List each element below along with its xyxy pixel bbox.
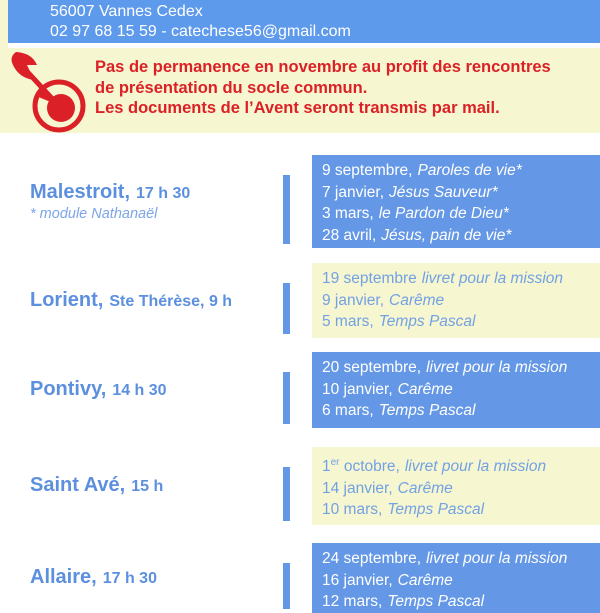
separator-bar bbox=[283, 467, 290, 521]
session-line bbox=[322, 268, 592, 290]
session-topic: Jésus Sauveur* bbox=[389, 183, 498, 201]
dates-box bbox=[312, 352, 600, 428]
dates-box bbox=[312, 543, 600, 613]
session-topic: Carême bbox=[397, 571, 453, 589]
session-topic: Temps Pascal bbox=[378, 402, 476, 419]
session-time: 14 h 30 bbox=[112, 382, 167, 399]
separator-bar bbox=[283, 372, 290, 424]
session-topic: livret pour la mission bbox=[421, 270, 564, 287]
notice-line: de présentation du socle commun. bbox=[95, 78, 368, 97]
schedule-row-saint-ave bbox=[0, 447, 600, 525]
session-line bbox=[322, 311, 592, 333]
module-note: * module Nathanaël bbox=[30, 205, 158, 222]
session-line bbox=[322, 570, 592, 592]
session-date: 14 janvier, bbox=[322, 479, 393, 497]
session-date: 24 septembre, bbox=[322, 550, 422, 567]
session-line bbox=[322, 379, 592, 401]
session-time: 17 h 30 bbox=[102, 570, 157, 587]
session-line bbox=[322, 478, 592, 500]
session-date: 28 avril, bbox=[322, 226, 377, 244]
session-date: 3 mars, bbox=[322, 205, 374, 222]
session-line bbox=[322, 290, 592, 312]
session-date: 9 janvier, bbox=[322, 291, 385, 309]
location-title bbox=[30, 378, 280, 402]
dates-box bbox=[312, 447, 600, 525]
schedule-row-malestroit bbox=[0, 155, 600, 248]
session-date: 12 mars, bbox=[322, 593, 383, 610]
session-date: 10 mars, bbox=[322, 501, 383, 519]
session-topic: livret pour la mission bbox=[426, 550, 568, 567]
session-topic: livret pour la mission bbox=[404, 458, 547, 476]
location-label bbox=[30, 352, 280, 428]
city-name: Malestroit, bbox=[30, 180, 131, 203]
session-line bbox=[322, 548, 592, 570]
session-date: 10 janvier, bbox=[322, 380, 393, 398]
location-title bbox=[30, 181, 280, 205]
session-line bbox=[322, 357, 592, 379]
session-date: 7 janvier, bbox=[322, 183, 385, 201]
city-name: Lorient, bbox=[30, 288, 104, 311]
notice-line: Pas de permanence en novembre au profit des rencontres bbox=[95, 58, 551, 76]
session-line bbox=[322, 591, 592, 613]
session-line bbox=[322, 400, 592, 422]
schedule-row-lorient bbox=[0, 263, 600, 338]
session-topic: Paroles de vie* bbox=[417, 162, 522, 179]
schedule-row-pontivy bbox=[0, 352, 600, 428]
separator-bar bbox=[283, 175, 290, 244]
location-label bbox=[30, 155, 280, 248]
session-date: 20 septembre, bbox=[322, 359, 422, 376]
session-topic: Carême bbox=[397, 380, 453, 398]
session-topic: le Pardon de Dieu* bbox=[378, 205, 509, 222]
session-topic: Temps Pascal bbox=[378, 313, 476, 330]
date-ordinal-suffix: er bbox=[330, 457, 340, 468]
city-name: Pontivy, bbox=[30, 378, 107, 400]
location-label bbox=[30, 263, 280, 338]
session-date: 16 janvier, bbox=[322, 571, 393, 589]
session-topic: Carême bbox=[389, 291, 445, 309]
session-time: Ste Thérèse, 9 h bbox=[109, 292, 233, 310]
session-topic: Temps Pascal bbox=[387, 501, 485, 519]
contact-line: 02 97 68 15 59 - catechese56@gmail.com bbox=[50, 23, 351, 40]
city-name: Saint Avé, bbox=[30, 474, 126, 496]
location-title bbox=[30, 289, 280, 313]
location-title bbox=[30, 566, 280, 590]
session-topic: livret pour la mission bbox=[426, 359, 568, 376]
location-title bbox=[30, 474, 280, 498]
session-date: 9 septembre, bbox=[322, 162, 413, 179]
session-date: 6 mars, bbox=[322, 402, 374, 419]
separator-bar bbox=[283, 283, 290, 334]
session-line bbox=[322, 225, 592, 247]
session-date-rest: octobre, bbox=[339, 458, 400, 476]
session-topic: Jésus, pain de vie* bbox=[381, 226, 512, 244]
address-line: 56007 Vannes Cedex bbox=[50, 3, 203, 20]
separator-bar bbox=[283, 563, 290, 609]
session-line bbox=[322, 160, 592, 182]
session-topic: Carême bbox=[397, 479, 453, 497]
location-label bbox=[30, 447, 280, 525]
city-name: Allaire, bbox=[30, 566, 97, 588]
location-label bbox=[30, 543, 280, 613]
session-topic: Temps Pascal bbox=[387, 593, 485, 610]
session-line bbox=[322, 499, 592, 521]
session-line bbox=[322, 203, 592, 225]
session-time: 17 h 30 bbox=[136, 184, 191, 202]
session-date: 5 mars, bbox=[322, 313, 374, 330]
notice-line: Les documents de l’Avent seront transmis par mail. bbox=[95, 99, 500, 117]
session-date: 19 septembre bbox=[322, 270, 417, 287]
session-time: 15 h bbox=[131, 478, 164, 495]
session-line bbox=[322, 182, 592, 204]
dates-box bbox=[312, 155, 600, 248]
session-date: 1 bbox=[322, 458, 331, 476]
session-line bbox=[322, 452, 592, 478]
dates-box bbox=[312, 263, 600, 338]
schedule-row-allaire bbox=[0, 543, 600, 613]
